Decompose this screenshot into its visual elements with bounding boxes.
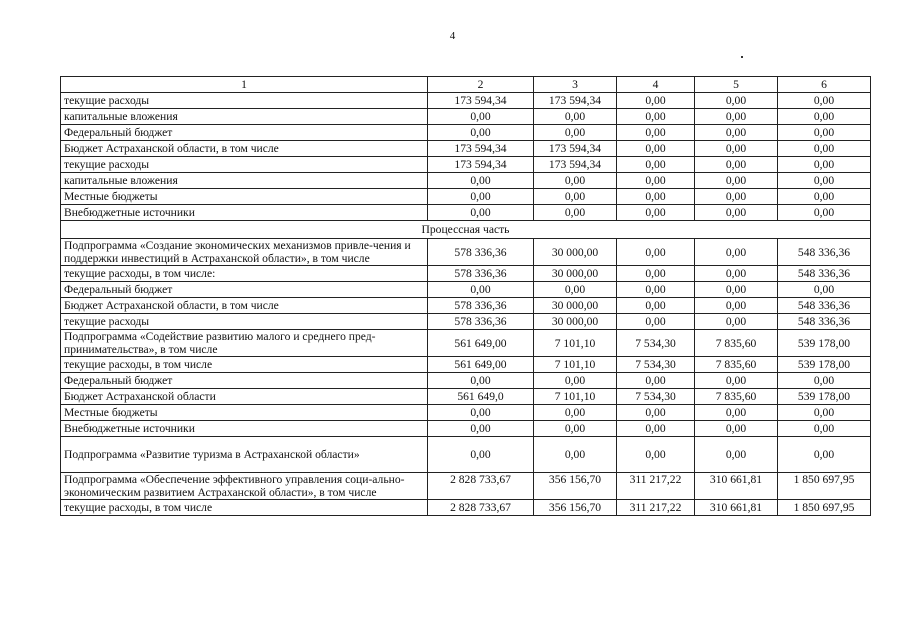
row-label: текущие расходы, в том числе (61, 357, 428, 373)
cell-value: 0,00 (695, 93, 778, 109)
cell-value: 548 336,36 (778, 298, 871, 314)
row-label: текущие расходы, в том числе: (61, 266, 428, 282)
cell-value: 0,00 (428, 189, 534, 205)
cell-value: 173 594,34 (428, 93, 534, 109)
cell-value: 1 850 697,95 (778, 500, 871, 516)
row-label: Бюджет Астраханской области (61, 389, 428, 405)
row-label: Подпрограмма «Создание экономических механизмов привле-чения и поддержки инвестиций в Астраханской области», в том числе (61, 239, 428, 266)
row-label: текущие расходы (61, 157, 428, 173)
cell-value: 0,00 (428, 373, 534, 389)
cell-value: 356 156,70 (534, 500, 617, 516)
table-row (61, 205, 871, 221)
cell-value: 0,00 (695, 282, 778, 298)
cell-value: 0,00 (617, 373, 695, 389)
cell-value: 0,00 (695, 157, 778, 173)
cell-value: 0,00 (695, 189, 778, 205)
table-row (61, 373, 871, 389)
table-row (61, 239, 871, 266)
table-row (61, 298, 871, 314)
table-row (61, 125, 871, 141)
cell-value: 561 649,0 (428, 389, 534, 405)
column-header: 5 (695, 77, 778, 93)
cell-value: 0,00 (534, 421, 617, 437)
row-label: Местные бюджеты (61, 189, 428, 205)
column-header: 2 (428, 77, 534, 93)
cell-value: 0,00 (617, 157, 695, 173)
cell-value: 30 000,00 (534, 298, 617, 314)
cell-value: 30 000,00 (534, 314, 617, 330)
cell-value: 0,00 (617, 421, 695, 437)
row-label: Бюджет Астраханской области, в том числе (61, 298, 428, 314)
cell-value: 0,00 (695, 173, 778, 189)
page-number: 4 (449, 30, 456, 42)
cell-value: 578 336,36 (428, 314, 534, 330)
cell-value: 0,00 (617, 141, 695, 157)
cell-value: 0,00 (534, 373, 617, 389)
cell-value: 0,00 (695, 125, 778, 141)
cell-value: 0,00 (428, 437, 534, 473)
cell-value: 0,00 (617, 405, 695, 421)
row-label: Внебюджетные источники (61, 205, 428, 221)
row-label: Подпрограмма «Развитие туризма в Астраханской области» (61, 437, 428, 473)
cell-value: 0,00 (617, 125, 695, 141)
cell-value: 7 835,60 (695, 357, 778, 373)
cell-value: 0,00 (534, 173, 617, 189)
cell-value: 0,00 (617, 173, 695, 189)
cell-value: 2 828 733,67 (428, 500, 534, 516)
cell-value: 1 850 697,95 (778, 473, 871, 500)
row-label: текущие расходы (61, 93, 428, 109)
cell-value: 173 594,34 (428, 141, 534, 157)
cell-value: 539 178,00 (778, 357, 871, 373)
cell-value: 0,00 (695, 405, 778, 421)
column-header: 1 (61, 77, 428, 93)
table-row (61, 173, 871, 189)
cell-value: 0,00 (695, 373, 778, 389)
row-label: Федеральный бюджет (61, 282, 428, 298)
cell-value: 7 101,10 (534, 357, 617, 373)
cell-value: 0,00 (778, 93, 871, 109)
cell-value: 0,00 (534, 437, 617, 473)
column-header: 3 (534, 77, 617, 93)
row-label: Бюджет Астраханской области, в том числе (61, 141, 428, 157)
cell-value: 561 649,00 (428, 330, 534, 357)
cell-value: 548 336,36 (778, 266, 871, 282)
row-label: Подпрограмма «Содействие развитию малого и среднего пред-принимательства», в том числе (61, 330, 428, 357)
cell-value: 0,00 (778, 157, 871, 173)
section-title: Процессная часть (61, 221, 871, 239)
cell-value: 7 101,10 (534, 330, 617, 357)
cell-value: 578 336,36 (428, 266, 534, 282)
cell-value: 311 217,22 (617, 500, 695, 516)
cell-value: 0,00 (695, 421, 778, 437)
cell-value: 0,00 (695, 266, 778, 282)
table-row (61, 500, 871, 516)
cell-value: 0,00 (617, 109, 695, 125)
column-header: 6 (778, 77, 871, 93)
cell-value: 0,00 (778, 405, 871, 421)
cell-value: 578 336,36 (428, 298, 534, 314)
cell-value: 0,00 (428, 421, 534, 437)
cell-value: 0,00 (778, 282, 871, 298)
cell-value: 0,00 (534, 109, 617, 125)
cell-value: 0,00 (617, 93, 695, 109)
table-row (61, 282, 871, 298)
cell-value: 7 534,30 (617, 357, 695, 373)
cell-value: 310 661,81 (695, 473, 778, 500)
cell-value: 0,00 (617, 189, 695, 205)
cell-value: 7 534,30 (617, 389, 695, 405)
scan-speck (741, 56, 743, 58)
cell-value: 0,00 (617, 205, 695, 221)
cell-value: 539 178,00 (778, 389, 871, 405)
cell-value: 0,00 (617, 282, 695, 298)
cell-value: 173 594,34 (534, 157, 617, 173)
cell-value: 0,00 (617, 298, 695, 314)
row-label: Федеральный бюджет (61, 125, 428, 141)
table-row (61, 93, 871, 109)
cell-value: 0,00 (534, 405, 617, 421)
row-label: Подпрограмма «Обеспечение эффективного управления соци-ально-экономическим развитием Астраханской области», в том числе (61, 473, 428, 500)
budget-table (60, 76, 871, 516)
cell-value: 173 594,34 (534, 93, 617, 109)
cell-value: 0,00 (695, 239, 778, 266)
cell-value: 0,00 (778, 205, 871, 221)
cell-value: 0,00 (695, 437, 778, 473)
cell-value: 7 835,60 (695, 330, 778, 357)
cell-value: 0,00 (617, 314, 695, 330)
cell-value: 0,00 (778, 373, 871, 389)
cell-value: 0,00 (617, 239, 695, 266)
cell-value: 0,00 (534, 125, 617, 141)
table-row (61, 109, 871, 125)
row-label: Федеральный бюджет (61, 373, 428, 389)
table-row (61, 330, 871, 357)
row-label: капитальные вложения (61, 109, 428, 125)
cell-value: 0,00 (778, 109, 871, 125)
cell-value: 548 336,36 (778, 314, 871, 330)
table-row (61, 141, 871, 157)
cell-value: 0,00 (534, 282, 617, 298)
cell-value: 0,00 (778, 437, 871, 473)
cell-value: 0,00 (428, 173, 534, 189)
cell-value: 578 336,36 (428, 239, 534, 266)
cell-value: 0,00 (695, 205, 778, 221)
table-row (61, 266, 871, 282)
cell-value: 0,00 (534, 189, 617, 205)
cell-value: 0,00 (778, 125, 871, 141)
cell-value: 0,00 (617, 437, 695, 473)
row-label: капитальные вложения (61, 173, 428, 189)
cell-value: 7 101,10 (534, 389, 617, 405)
table-row (61, 357, 871, 373)
cell-value: 0,00 (428, 405, 534, 421)
section-row (61, 221, 871, 239)
table-header-row (61, 77, 871, 93)
cell-value: 30 000,00 (534, 266, 617, 282)
cell-value: 311 217,22 (617, 473, 695, 500)
table-row (61, 314, 871, 330)
cell-value: 7 835,60 (695, 389, 778, 405)
cell-value: 0,00 (778, 189, 871, 205)
cell-value: 0,00 (695, 141, 778, 157)
cell-value: 0,00 (428, 109, 534, 125)
cell-value: 0,00 (695, 298, 778, 314)
cell-value: 30 000,00 (534, 239, 617, 266)
table-row (61, 189, 871, 205)
cell-value: 310 661,81 (695, 500, 778, 516)
cell-value: 0,00 (534, 205, 617, 221)
cell-value: 548 336,36 (778, 239, 871, 266)
row-label: Местные бюджеты (61, 405, 428, 421)
cell-value: 0,00 (428, 125, 534, 141)
table-row (61, 473, 871, 500)
cell-value: 173 594,34 (428, 157, 534, 173)
cell-value: 561 649,00 (428, 357, 534, 373)
row-label: текущие расходы (61, 314, 428, 330)
table-row (61, 157, 871, 173)
cell-value: 0,00 (695, 109, 778, 125)
row-label: текущие расходы, в том числе (61, 500, 428, 516)
cell-value: 0,00 (428, 282, 534, 298)
table-row (61, 405, 871, 421)
cell-value: 2 828 733,67 (428, 473, 534, 500)
cell-value: 0,00 (778, 173, 871, 189)
cell-value: 0,00 (428, 205, 534, 221)
cell-value: 356 156,70 (534, 473, 617, 500)
table-row (61, 421, 871, 437)
table-row (61, 437, 871, 473)
cell-value: 0,00 (617, 266, 695, 282)
cell-value: 539 178,00 (778, 330, 871, 357)
column-header: 4 (617, 77, 695, 93)
cell-value: 7 534,30 (617, 330, 695, 357)
cell-value: 0,00 (778, 141, 871, 157)
cell-value: 0,00 (778, 421, 871, 437)
row-label: Внебюджетные источники (61, 421, 428, 437)
cell-value: 173 594,34 (534, 141, 617, 157)
cell-value: 0,00 (695, 314, 778, 330)
table-row (61, 389, 871, 405)
